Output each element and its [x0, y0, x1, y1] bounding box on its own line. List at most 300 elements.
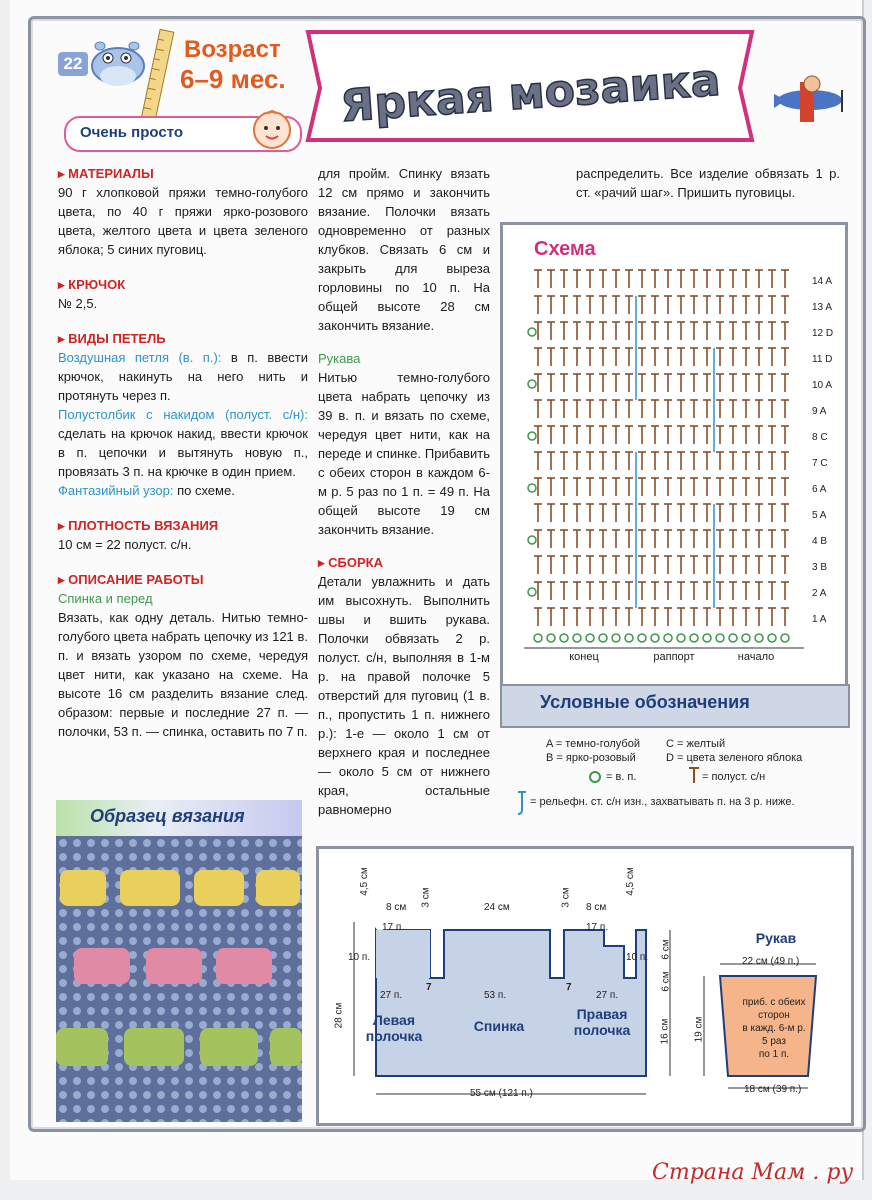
scheme-row-label: 3 B: [812, 562, 828, 573]
scheme-stitch: [781, 452, 789, 470]
scheme-stitch: [716, 478, 724, 496]
scheme-stitch: [547, 530, 555, 548]
scheme-stitch: [664, 426, 672, 444]
stitch-17-right: 17 п.: [586, 922, 609, 933]
neck-right: 10 п.: [626, 952, 649, 963]
scheme-stitch: [677, 478, 685, 496]
hook-heading: ▸ КРЮЧОК: [58, 275, 308, 294]
scheme-stitch: [586, 608, 594, 626]
left-front-label: [364, 1012, 424, 1044]
scheme-stitch: [755, 348, 763, 366]
scheme-stitch: [651, 296, 659, 314]
scheme-stitch: [690, 478, 698, 496]
scheme-stitch: [573, 374, 581, 392]
sleeve-note-line: приб. с обеих: [742, 997, 806, 1008]
scheme-stitch: [781, 556, 789, 574]
scheme-stitch: [664, 374, 672, 392]
scheme-stitch: [625, 374, 633, 392]
dim-top-6: 4,5 см: [624, 867, 636, 896]
scheme-stitch: [638, 608, 646, 626]
scheme-stitch: [664, 270, 672, 288]
sleeve-title: Рукав: [755, 930, 797, 946]
scheme-stitch: [729, 530, 737, 548]
right-front-label-1: Правая: [576, 1006, 628, 1022]
scheme-stitch: [586, 452, 594, 470]
scheme-row-label: 5 A: [812, 510, 827, 521]
scheme-stitch: [638, 556, 646, 574]
scheme-stitch: [781, 504, 789, 522]
scheme-stitch: [664, 504, 672, 522]
scheme-foundation-chain: [573, 634, 581, 642]
scheme-row-label: 11 D: [812, 354, 833, 365]
height-dim: 28 см: [333, 1002, 345, 1029]
scheme-stitch: [703, 296, 711, 314]
scheme-stitch: [547, 374, 555, 392]
scheme-stitch: [729, 478, 737, 496]
dim-top-4: 3 см: [560, 887, 572, 908]
scheme-stitch: [612, 452, 620, 470]
scheme-stitch: [547, 582, 555, 600]
scheme-stitch: [742, 582, 750, 600]
scheme-stitch: [768, 270, 776, 288]
scheme-stitch: [599, 556, 607, 574]
scheme-stitch: [768, 530, 776, 548]
scheme-stitch: [573, 608, 581, 626]
scheme-stitch: [573, 400, 581, 418]
scheme-stitch: [651, 582, 659, 600]
scheme-stitch: [677, 608, 685, 626]
scheme-stitch: [742, 556, 750, 574]
materials-text: 90 г хлопковой пряжи темно-голубого цвета, по 40 г пряжи ярко-розового цвета, желтого цвета и цвета зеленого яблока; 5 синих пуговиц.: [58, 185, 308, 257]
scheme-stitch: [755, 556, 763, 574]
sleeve-note-line: в кажд. 6-м р.: [742, 1023, 806, 1034]
scheme-stitch: [703, 270, 711, 288]
scheme-stitch: [729, 426, 737, 444]
scheme-stitch: [586, 400, 594, 418]
scheme-stitch: [716, 348, 724, 366]
scheme-stitch: [729, 400, 737, 418]
scheme-stitch: [755, 400, 763, 418]
scheme-foundation-chain: [729, 634, 737, 642]
side-dim-0: 6 см: [660, 939, 672, 960]
scheme-stitch: [573, 348, 581, 366]
scheme-foundation-chain: [547, 634, 555, 642]
scheme-stitch: [573, 530, 581, 548]
title-text: Яркая мозаика: [338, 54, 722, 133]
scheme-stitch: [547, 270, 555, 288]
legend-hdc: = полуст. с/н: [702, 771, 766, 783]
title-banner: [300, 28, 760, 146]
scheme-stitch: [625, 426, 633, 444]
scheme-stitch: [690, 452, 698, 470]
scheme-stitch: [664, 400, 672, 418]
scheme-stitch: [586, 322, 594, 340]
scheme-stitch: [625, 582, 633, 600]
scheme-stitch: [651, 452, 659, 470]
column-3: [576, 164, 840, 202]
scheme-stitch: [638, 426, 646, 444]
scheme-stitch: [703, 400, 711, 418]
scheme-title: Схема: [534, 238, 596, 260]
sleeve-top-dim: 22 см (49 п.): [742, 956, 800, 967]
scheme-stitch: [534, 296, 542, 314]
scheme-stitch: [612, 322, 620, 340]
scheme-stitch: [573, 426, 581, 444]
sleeve-note-line: по 1 п.: [758, 1049, 790, 1060]
side-dim-2: 16 см: [659, 1018, 671, 1045]
scheme-stitch: [560, 582, 568, 600]
scheme-stitch: [547, 478, 555, 496]
scheme-stitch: [703, 374, 711, 392]
scheme-stitch: [729, 374, 737, 392]
scheme-stitch: [755, 426, 763, 444]
left-stitches: 27 п.: [380, 990, 403, 1001]
scheme-foundation-chain: [664, 634, 672, 642]
column-2: [318, 164, 490, 819]
scheme-row-label: 2 A: [812, 588, 827, 599]
scheme-stitch: [781, 374, 789, 392]
scheme-row-label: 4 B: [812, 536, 828, 547]
scheme-stitch: [768, 348, 776, 366]
scheme-row-label: 12 D: [812, 328, 834, 339]
scheme-stitch: [560, 426, 568, 444]
scheme-stitch: [742, 322, 750, 340]
scheme-stitch: [716, 582, 724, 600]
scheme-chain-mark: [528, 536, 536, 544]
sample-title: Образец вязания: [90, 806, 245, 826]
scheme-stitch: [586, 374, 594, 392]
scheme-stitch: [677, 348, 685, 366]
scheme-stitch: [612, 348, 620, 366]
scheme-stitch: [599, 348, 607, 366]
scheme-stitch: [625, 400, 633, 418]
scheme-stitch: [664, 530, 672, 548]
scheme-stitch: [547, 322, 555, 340]
scheme-stitch: [586, 504, 594, 522]
scheme-stitch: [547, 608, 555, 626]
scheme-stitch: [742, 478, 750, 496]
scheme-row-label: 1 A: [812, 614, 827, 625]
scheme-stitch: [651, 322, 659, 340]
scheme-stitch: [729, 296, 737, 314]
scheme-foundation-chain: [651, 634, 659, 642]
scheme-stitch: [716, 452, 724, 470]
scheme-stitch: [716, 426, 724, 444]
scheme-stitch: [599, 270, 607, 288]
scheme-stitch: [781, 608, 789, 626]
scheme-foundation-chain: [612, 634, 620, 642]
assembly-text: Детали увлажнить и дать им высохнуть. Выполнить швы и вшить рукава. Полочки обвязать 2 р. полуст. с/н, выполняя в 1-м р. на правой полочке 5 отверстий для пуговиц (1 в. п., пропустить 1 п. нижнего р.): 1-е — около 1 см от верхнего края и последнее — около 5 см от нижнего края, остальные равномерно: [318, 574, 490, 817]
scheme-stitch: [651, 504, 659, 522]
site-watermark: Страна Мам . ру: [652, 1160, 854, 1185]
width-dim: 55 см (121 п.): [470, 1088, 533, 1099]
scheme-stitch: [573, 452, 581, 470]
scheme-stitch: [599, 296, 607, 314]
scheme-stitch: [586, 348, 594, 366]
scheme-stitch: [729, 348, 737, 366]
scheme-foundation-chain: [755, 634, 763, 642]
scheme-stitch: [612, 504, 620, 522]
column-1: [58, 164, 308, 741]
scheme-stitch: [651, 530, 659, 548]
legend-b: B = ярко-розовый: [546, 752, 636, 764]
scheme-stitch: [560, 400, 568, 418]
stitch-item: [58, 348, 308, 405]
left-front-label-1: Левая: [373, 1012, 415, 1028]
scheme-stitch: [547, 348, 555, 366]
scheme-stitch: [651, 270, 659, 288]
scheme-stitch: [560, 556, 568, 574]
scheme-stitch: [651, 426, 659, 444]
hippo-icon: [88, 36, 148, 88]
right-front-label: [570, 1006, 634, 1038]
scheme-stitch: [612, 530, 620, 548]
scheme-stitch: [690, 270, 698, 288]
scheme-stitch: [612, 556, 620, 574]
scheme-stitch: [625, 478, 633, 496]
scheme-stitch: [651, 400, 659, 418]
airplane-icon: [760, 60, 850, 130]
scheme-stitch: [781, 348, 789, 366]
scheme-stitch: [690, 400, 698, 418]
right-stitches: 27 п.: [596, 990, 619, 1001]
scheme-stitch: [729, 556, 737, 574]
scheme-row-label: 10 A: [812, 380, 833, 391]
scheme-stitch: [560, 348, 568, 366]
scheme-stitch: [612, 270, 620, 288]
scheme-stitch: [625, 608, 633, 626]
scheme-stitch: [651, 478, 659, 496]
scheme-stitch: [716, 270, 724, 288]
scheme-stitch: [573, 504, 581, 522]
scheme-stitch: [716, 556, 724, 574]
left-front-label-2: полочка: [365, 1028, 423, 1044]
scheme-stitch: [638, 374, 646, 392]
scheme-stitch: [781, 322, 789, 340]
sleeve-bottom-dim: 18 см (39 п.): [744, 1084, 802, 1095]
scheme-stitch: [690, 322, 698, 340]
age-label: Возраст: [184, 36, 281, 63]
scheme-row-label: 6 A: [812, 484, 827, 495]
scheme-stitch: [677, 270, 685, 288]
gap-right: 7: [566, 982, 572, 993]
scheme-stitch: [716, 322, 724, 340]
scheme-stitch: [742, 530, 750, 548]
scheme-stitch: [599, 452, 607, 470]
scheme-stitch: [599, 322, 607, 340]
scheme-stitch: [573, 478, 581, 496]
sleeve-note: [730, 996, 818, 1061]
scheme-stitch: [742, 426, 750, 444]
scheme-row-label: 14 A: [812, 276, 833, 287]
hdc-stitch-icon: [688, 766, 700, 784]
scheme-foundation-chain: [534, 634, 542, 642]
dim-top-2: 3 см: [420, 887, 432, 908]
scheme-bottom-label: конец: [569, 651, 599, 663]
side-dim-1: 6 см: [660, 971, 672, 992]
scheme-stitch: [599, 608, 607, 626]
scheme-stitch: [703, 582, 711, 600]
scheme-stitch: [768, 322, 776, 340]
dim-top-1: 8 см: [386, 902, 407, 913]
stitch-item: [58, 405, 308, 481]
scheme-stitch: [690, 348, 698, 366]
scheme-stitch: [755, 530, 763, 548]
legend-relief: = рельефн. ст. с/н изн., захватывать п. на 3 р. ниже.: [530, 796, 795, 808]
scheme-stitch: [690, 426, 698, 444]
scheme-stitch: [638, 504, 646, 522]
scheme-stitch: [703, 608, 711, 626]
scheme-stitch: [573, 270, 581, 288]
scheme-stitch: [690, 582, 698, 600]
legend-c: C = желтый: [666, 738, 726, 750]
legend-a: A = темно-голубой: [546, 738, 640, 750]
scheme-stitch: [768, 400, 776, 418]
legend-d: D = цвета зеленого яблока: [666, 752, 803, 764]
stitch-term: Воздушная петля (в. п.):: [58, 350, 222, 365]
dim-top-5: 8 см: [586, 902, 607, 913]
scheme-stitch: [664, 608, 672, 626]
scheme-stitch: [586, 426, 594, 444]
scheme-stitch: [729, 270, 737, 288]
scheme-stitch: [664, 452, 672, 470]
scheme-stitch: [729, 504, 737, 522]
scheme-stitch: [586, 582, 594, 600]
scheme-stitch: [677, 374, 685, 392]
scheme-stitch: [768, 556, 776, 574]
scheme-stitch: [755, 582, 763, 600]
scheme-stitch: [625, 270, 633, 288]
sleeve-note-line: сторон: [758, 1010, 790, 1021]
scheme-stitch: [599, 530, 607, 548]
scheme-foundation-chain: [768, 634, 776, 642]
scheme-stitch: [664, 582, 672, 600]
scheme-stitch: [781, 270, 789, 288]
scheme-stitch: [690, 374, 698, 392]
scheme-stitch: [755, 504, 763, 522]
col2-text: для пройм. Спинку вязать 12 см прямо и закончить вязание. Полочки вязать одновременно от разных клубков. Связать 6 см и закрыть для выреза горловины по 10 п. На общей высоте 28 см закончить вязание.: [318, 166, 490, 333]
scheme-stitch: [599, 374, 607, 392]
scheme-stitch: [573, 296, 581, 314]
scheme-row-label: 9 A: [812, 406, 827, 417]
right-front-label-2: полочка: [573, 1022, 631, 1038]
scheme-stitch: [690, 608, 698, 626]
scheme-stitch: [560, 608, 568, 626]
scheme-stitch: [755, 478, 763, 496]
scheme-stitch: [664, 296, 672, 314]
scheme-stitch: [547, 452, 555, 470]
scheme-stitch: [755, 270, 763, 288]
work-text: Вязать, как одну деталь. Нитью темно-голубого цвета набрать цепочку из 121 в. п. и вязать узором по схеме, чередуя цвет нити, как указано на схеме. На высоте 16 см разделить вязание след. образом: первые и последние 27 п. — полочки, 53 п. — спинка, оставить по 7 п.: [58, 610, 308, 739]
scheme-stitch: [703, 504, 711, 522]
scheme-foundation-chain: [586, 634, 594, 642]
scheme-stitch: [742, 348, 750, 366]
scheme-stitch: [755, 296, 763, 314]
sleeve-subheading: Рукава: [318, 351, 361, 366]
scheme-stitch: [742, 608, 750, 626]
scheme-stitch: [560, 452, 568, 470]
knitting-sample-image: [56, 836, 302, 1122]
scheme-stitch: [638, 270, 646, 288]
scheme-bottom-label: раппорт: [653, 651, 695, 663]
dim-top-0: 4,5 см: [358, 867, 370, 896]
scheme-stitch: [768, 504, 776, 522]
scheme-stitch: [729, 582, 737, 600]
stitches-heading: ▸ ВИДЫ ПЕТЕЛЬ: [58, 329, 308, 348]
difficulty-text: Очень просто: [80, 124, 184, 141]
scheme-stitch: [586, 556, 594, 574]
scheme-bottom-label: начало: [737, 651, 775, 663]
assembly-heading: ▸ СБОРКА: [318, 553, 490, 572]
scheme-stitch: [573, 582, 581, 600]
scheme-stitch: [651, 348, 659, 366]
scheme-foundation-chain: [690, 634, 698, 642]
materials-heading: ▸ МАТЕРИАЛЫ: [58, 164, 308, 183]
scheme-stitch: [664, 348, 672, 366]
scheme-stitch: [586, 270, 594, 288]
scheme-stitch: [625, 296, 633, 314]
scheme-stitch: [755, 374, 763, 392]
scheme-foundation-chain: [781, 634, 789, 642]
scheme-stitch: [768, 374, 776, 392]
legend-title: Условные обозначения: [540, 692, 750, 712]
scheme-stitch: [677, 530, 685, 548]
scheme-stitch: [534, 556, 542, 574]
scheme-stitch: [781, 530, 789, 548]
scheme-foundation-chain: [742, 634, 750, 642]
relief-stitch-icon: [516, 790, 528, 816]
scheme-stitch: [716, 296, 724, 314]
scheme-stitch: [755, 452, 763, 470]
scheme-stitch: [534, 608, 542, 626]
scheme-stitch: [768, 452, 776, 470]
scheme-stitch: [677, 426, 685, 444]
scheme-stitch: [781, 582, 789, 600]
hook-text: № 2,5.: [58, 296, 98, 311]
scheme-chain-mark: [528, 328, 536, 336]
scheme-row-label: 8 C: [812, 432, 828, 443]
scheme-stitch: [547, 296, 555, 314]
scheme-stitch: [625, 452, 633, 470]
scheme-stitch: [677, 582, 685, 600]
scheme-stitch: [534, 504, 542, 522]
scheme-stitch: [742, 504, 750, 522]
stitch-17-left: 17 п.: [382, 922, 405, 933]
scheme-stitch: [625, 504, 633, 522]
scheme-stitch: [560, 270, 568, 288]
scheme-chart: [504, 262, 840, 678]
scheme-stitch: [638, 348, 646, 366]
scheme-stitch: [651, 374, 659, 392]
scheme-stitch: [638, 582, 646, 600]
scheme-stitch: [703, 556, 711, 574]
scheme-stitch: [612, 400, 620, 418]
scheme-stitch: [781, 296, 789, 314]
scheme-stitch: [664, 322, 672, 340]
scheme-stitch: [768, 478, 776, 496]
scheme-row-label: 7 C: [812, 458, 828, 469]
back-label: Спинка: [473, 1018, 525, 1034]
scheme-stitch: [560, 504, 568, 522]
scheme-foundation-chain: [716, 634, 724, 642]
sleeve-note-line: 5 раз: [762, 1036, 786, 1047]
scheme-stitch: [690, 296, 698, 314]
scheme-stitch: [573, 322, 581, 340]
scheme-stitch: [664, 478, 672, 496]
scheme-stitch: [534, 400, 542, 418]
scheme-stitch: [677, 504, 685, 522]
scheme-stitch: [703, 478, 711, 496]
